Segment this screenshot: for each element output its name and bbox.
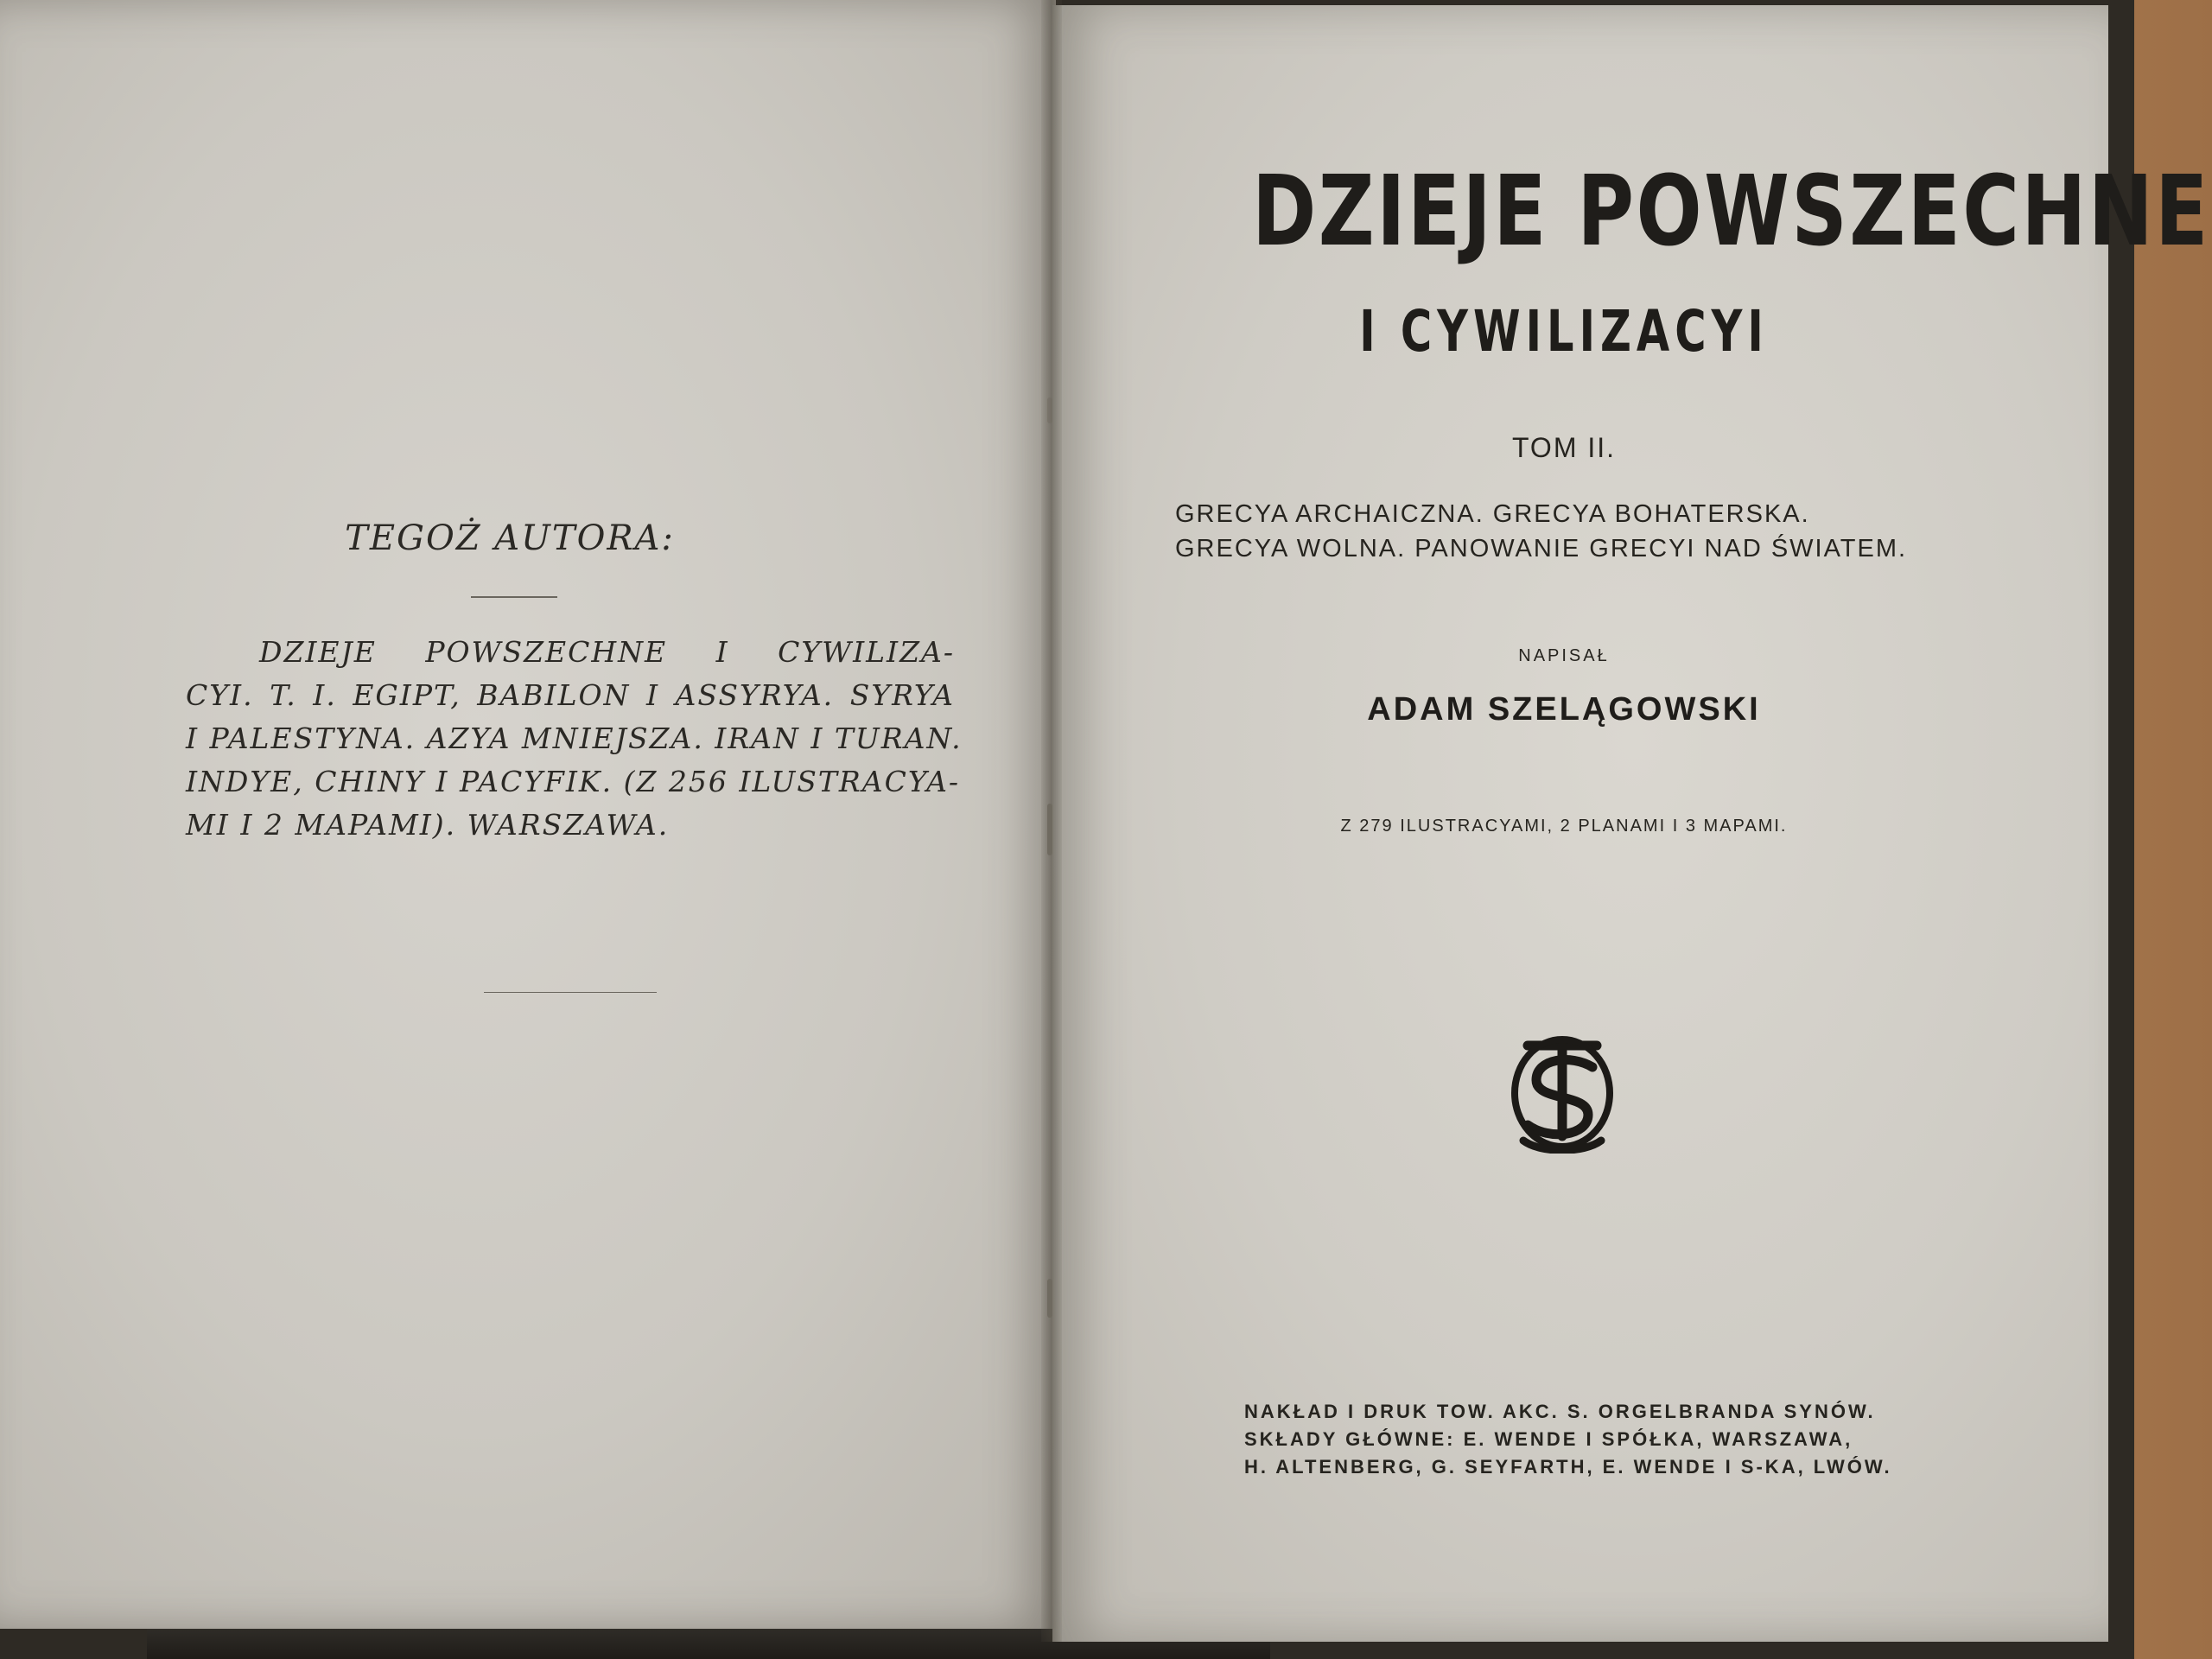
imprint-line: SKŁADY GŁÓWNE: E. WENDE I SPÓŁKA, WARSZAWA, <box>1244 1428 1853 1450</box>
paragraph-line: DZIEJE POWSZECHNE I CYWILIZA- <box>259 635 955 669</box>
paragraph-line: INDYE, CHINY I PACYFIK. (Z 256 ILUSTRACYA- <box>186 765 961 798</box>
binding-stitch <box>1047 397 1052 423</box>
volume-contents <box>1175 497 1953 566</box>
book-title: DZIEJE POWSZECHNE <box>1252 156 2210 268</box>
author-name: ADAM SZELĄGOWSKI <box>1367 691 1761 728</box>
binding-stitch <box>1047 804 1052 855</box>
paragraph-line: I PALESTYNA. AZYA MNIEJSZA. IRAN I TURAN. <box>186 721 963 755</box>
illustrations-note: Z 279 ILUSTRACYAMI, 2 PLANAMI I 3 MAPAMI. <box>1340 817 1788 836</box>
author-works-paragraph <box>186 631 963 847</box>
binding-stitch <box>1047 1279 1052 1318</box>
contents-line: GRECYA WOLNA. PANOWANIE GRECYI NAD ŚWIATEM. <box>1175 535 1908 563</box>
author-label: NAPISAŁ <box>1518 646 1610 665</box>
heading-divider <box>471 596 557 598</box>
paragraph-line: CYI. T. I. EGIPT, BABILON I ASSYRYA. SYRYA <box>186 678 955 712</box>
paragraph-line: MI I 2 MAPAMI). WARSZAWA. <box>186 808 670 842</box>
contents-line: GRECYA ARCHAICZNA. GRECYA BOHATERSKA. <box>1175 500 1810 528</box>
publisher-monogram-icon <box>1502 1028 1623 1154</box>
publisher-imprint <box>1244 1398 1892 1481</box>
bottom-divider <box>484 992 657 993</box>
book-subtitle: I CYWILIZACYI <box>1359 298 1769 365</box>
volume-number: TOM II. <box>1511 432 1617 463</box>
imprint-line: H. ALTENBERG, G. SEYFARTH, E. WENDE I S-KA, LWÓW. <box>1244 1456 1892 1478</box>
imprint-line: NAKŁAD I DRUK TOW. AKC. S. ORGELBRANDA SYNÓW. <box>1244 1401 1876 1422</box>
left-heading: TEGOŻ AUTORA: <box>345 518 675 558</box>
